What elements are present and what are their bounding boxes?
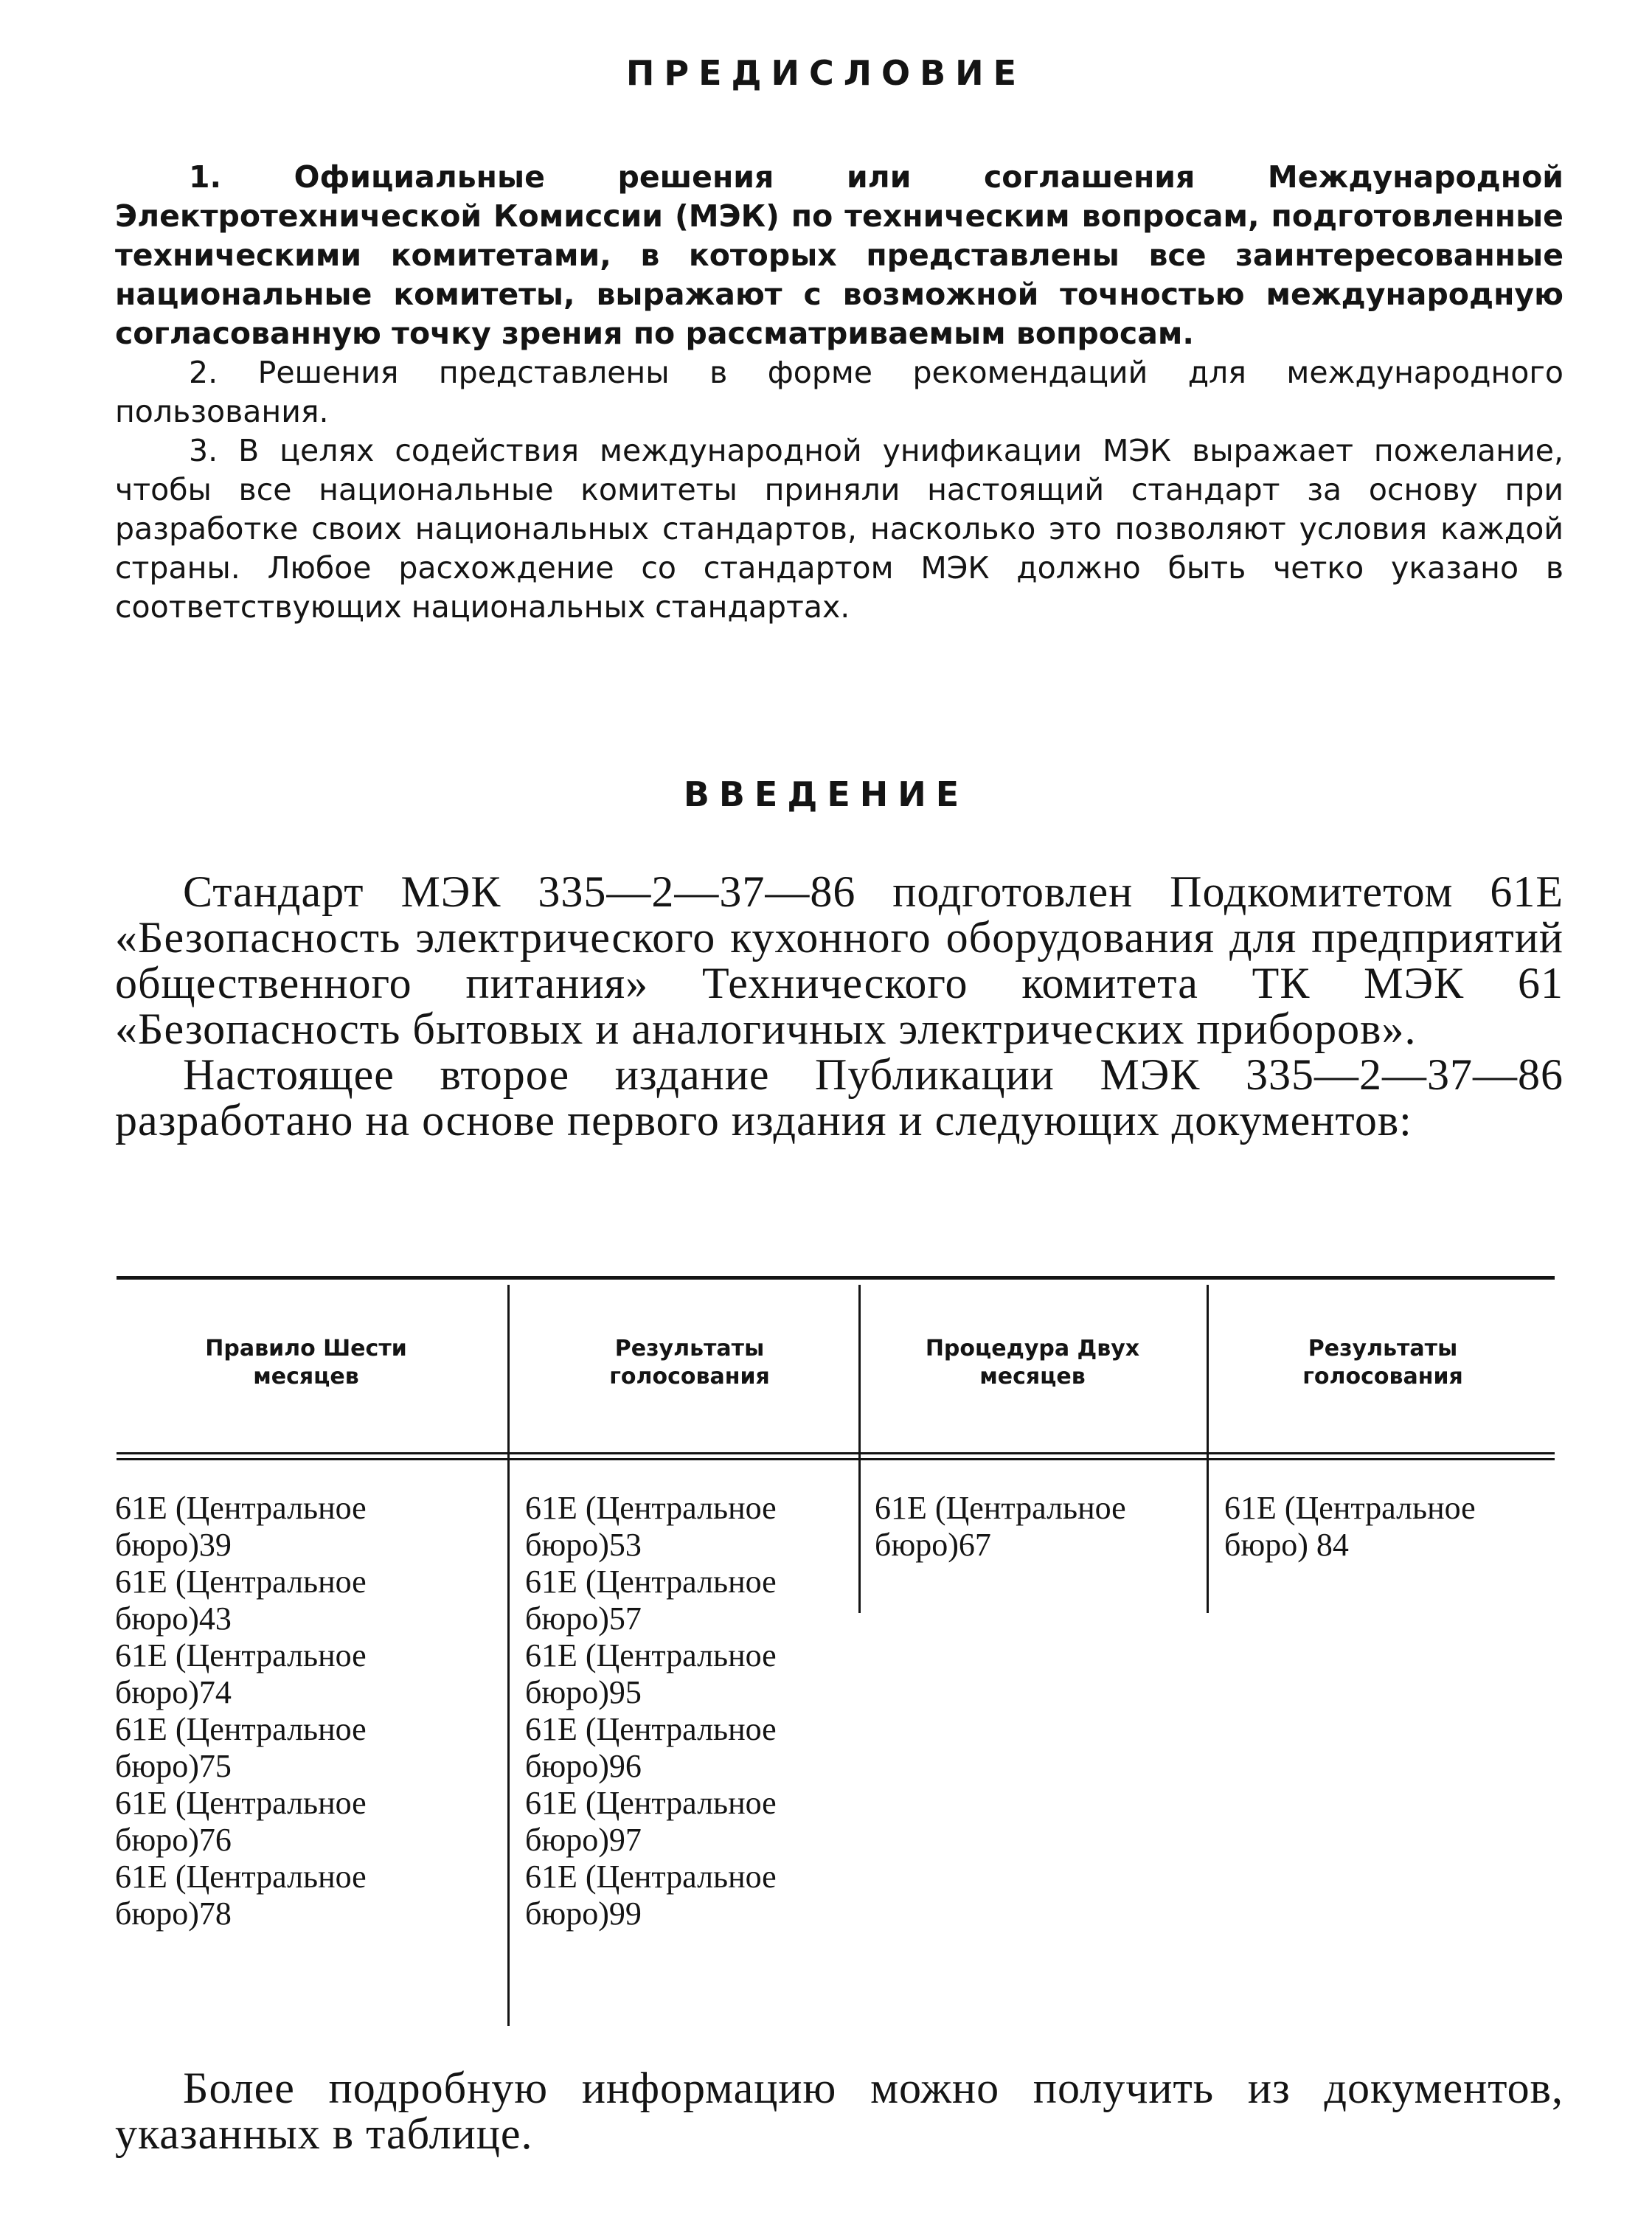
table-header-voting-results-1: Результаты голосования [609,1336,770,1390]
introduction-paragraph-2: Настоящее второе издание Публикации МЭК 335—2—37—86 разработано на основе первого издания и следующих документов: [115,1050,1564,1145]
table-column-voting-results-2 [1224,1490,1552,1564]
foreword-paragraph-1: 1. Официальные решения или соглашения Международной Электротехнической Комиссии (МЭК) по техническим вопросам, подготовленные техническими комитетами, в которых представлены все заинтересованные национальные комитеты, выражают с возможной точностью международную согласованную точку зрения по рассматриваемым вопросам. [115,159,1564,351]
table-header-six-month-rule: Правило Шести месяцев [205,1336,407,1390]
introduction-heading: ВВЕДЕНИЕ [683,774,969,814]
foreword-paragraph-3: 3. В целях содействия международной унификации МЭК выражает пожелание, чтобы все национальные комитеты приняли настоящий стандарт за основу при разработке своих национальных стандартов, насколько это позволяют условия каждой страны. Любое расхождение со стандартом МЭК должно быть четко указано в соответствующих национальных стандартах. [115,433,1564,625]
table-top-rule [117,1276,1555,1280]
table-cell: 61Е (Центральное бюро)43 [115,1564,367,1637]
table-cell: 61Е (Центральное бюро)74 [115,1637,367,1710]
foreword-body [115,158,1564,627]
table-cell: 61Е (Центральное бюро)39 [115,1490,367,1563]
table-cell: 61Е (Центральное бюро)96 [525,1711,777,1784]
table-column-voting-results-1 [525,1490,853,1932]
table-column-divider-2 [858,1285,861,1613]
introduction-body [115,869,1564,1143]
table-cell: 61Е (Центральное бюро) 84 [1224,1490,1476,1563]
table-header-two-month-procedure: Процедура Двух месяцев [925,1336,1140,1390]
table-cell: 61Е (Центральное бюро)95 [525,1637,777,1710]
closing-paragraph: Более подробную информацию можно получить из документов, указанных в таблице. [115,2064,1564,2158]
table-column-divider-3 [1207,1285,1209,1613]
table-cell: 61Е (Центральное бюро)67 [875,1490,1126,1563]
table-cell: 61Е (Центральное бюро)97 [525,1785,777,1858]
table-header-rule-1 [117,1452,1555,1454]
closing-body [115,2065,1564,2157]
table-cell: 61Е (Центральное бюро)78 [115,1859,367,1932]
table-cell: 61Е (Центральное бюро)53 [525,1490,777,1563]
table-cell: 61Е (Центральное бюро)76 [115,1785,367,1858]
foreword-paragraph-2: 2. Решения представлены в форме рекомендаций для международного пользования. [115,355,1564,429]
table-column-two-month-procedure [875,1490,1203,1564]
table-column-divider-1 [507,1285,510,2026]
table-column-six-month-rule [115,1490,499,1932]
introduction-paragraph-1: Стандарт МЭК 335—2—37—86 подготовлен Подкомитетом 61Е «Безопасность электрического кухонного оборудования для предприятий общественного питания» Технического комитета ТК МЭК 61 «Безопасность бытовых и аналогичных электрических приборов». [115,867,1564,1053]
table-cell: 61Е (Центральное бюро)57 [525,1564,777,1637]
table-cell: 61Е (Центральное бюро)99 [525,1859,777,1932]
table-cell: 61Е (Центральное бюро)75 [115,1711,367,1784]
table-header-voting-results-2: Результаты голосования [1302,1336,1463,1390]
foreword-heading: ПРЕДИСЛОВИЕ [625,53,1027,93]
table-header-rule-2 [117,1458,1555,1460]
